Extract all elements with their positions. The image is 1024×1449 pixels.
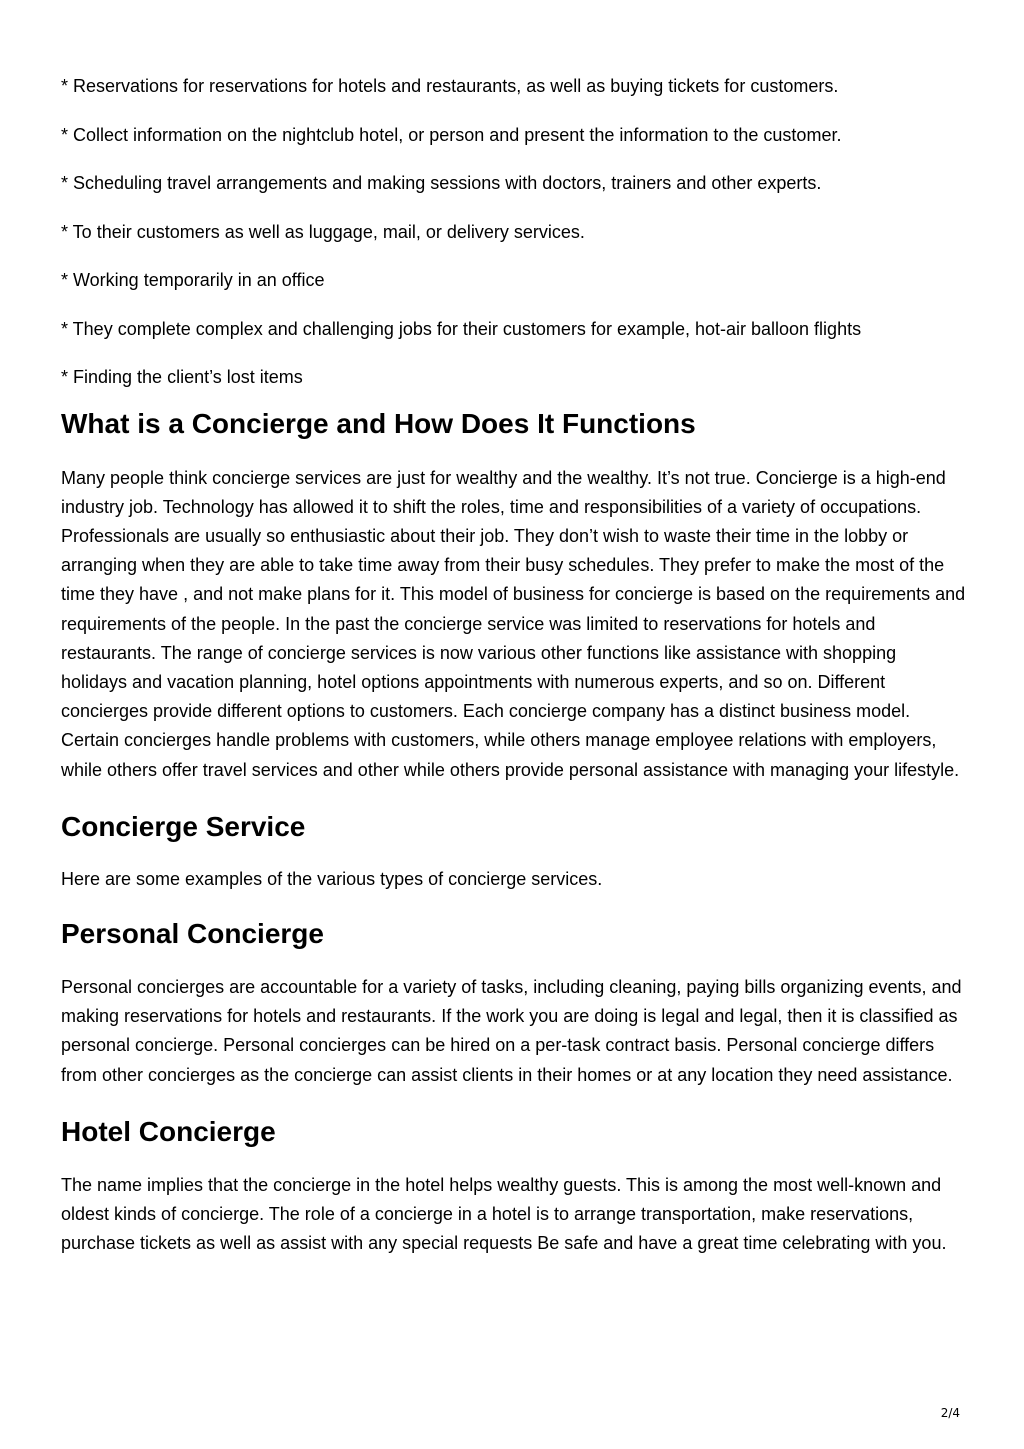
services-bullet-list bbox=[61, 70, 966, 393]
section-heading-hotel-concierge: Hotel Concierge bbox=[61, 1115, 276, 1147]
list-item: * They complete complex and challenging jobs for their customers for example, hot-air balloon flights bbox=[61, 318, 862, 339]
section-heading-what-is-concierge: What is a Concierge and How Does It Functions bbox=[61, 407, 696, 439]
list-item: * Working temporarily in an office bbox=[61, 270, 325, 290]
section-body-personal-concierge: Personal concierges are accountable for a variety of tasks, including cleaning, paying bills organizing events, and making reservations for hotels and restaurants. If the work you are doing is legal and legal, then it is classified as personal concierge. Personal concierges can be hired on a per-task contract basis. Personal concierge differs from other concierges as the concierge can assist clients in their homes or at any location they need assistance. bbox=[61, 976, 962, 1085]
section-heading-personal-concierge: Personal Concierge bbox=[61, 917, 324, 949]
section-body-concierge-service: Here are some examples of the various types of concierge services. bbox=[61, 868, 603, 889]
list-item: * Collect information on the nightclub hotel, or person and present the information to the customer. bbox=[61, 124, 842, 145]
section-body-hotel-concierge: The name implies that the concierge in the hotel helps wealthy guests. This is among the most well-known and oldest kinds of concierge. The role of a concierge in a hotel is to arrange transportation, make reservations, purchase tickets as well as assist with any special requests Be safe and have a great time celebrating with you. bbox=[61, 1174, 947, 1254]
list-item: * Reservations for reservations for hotels and restaurants, as well as buying tickets for customers. bbox=[61, 76, 839, 96]
page-number: 2/4 bbox=[940, 1406, 960, 1420]
section-heading-concierge-service: Concierge Service bbox=[61, 810, 306, 842]
list-item: * Scheduling travel arrangements and making sessions with doctors, trainers and other experts. bbox=[61, 173, 822, 193]
list-item: * To their customers as well as luggage, mail, or delivery services. bbox=[61, 221, 585, 242]
document-page bbox=[61, 70, 966, 1258]
section-body-what-is-concierge: Many people think concierge services are just for wealthy and the wealthy. It’s not true. Concierge is a high-end industry job. Technology has allowed it to shift the roles, time and responsibilities of a variety of occupations. Professionals are usually so enthusiastic about their job. They don’t wish to waste their time in the lobby or arranging when they are able to take time away from their busy schedules. They prefer to make the most of the time they have , and not make plans for it. This model of business for concierge is based on the requirements and requirements of the people. In the past the concierge service was limited to reservations for hotels and restaurants. The range of concierge services is now various other functions like assistance with shopping holidays and vacation planning, hotel options appointments with numerous experts, and so on. Different concierges provide different options to customers. Each concierge company has a distinct business model. Certain concierges handle problems with customers, while others manage employee relations with employers, while others offer travel services and other while others provide personal assistance with managing your lifestyle. bbox=[61, 467, 966, 780]
list-item: * Finding the client’s lost items bbox=[61, 367, 303, 387]
